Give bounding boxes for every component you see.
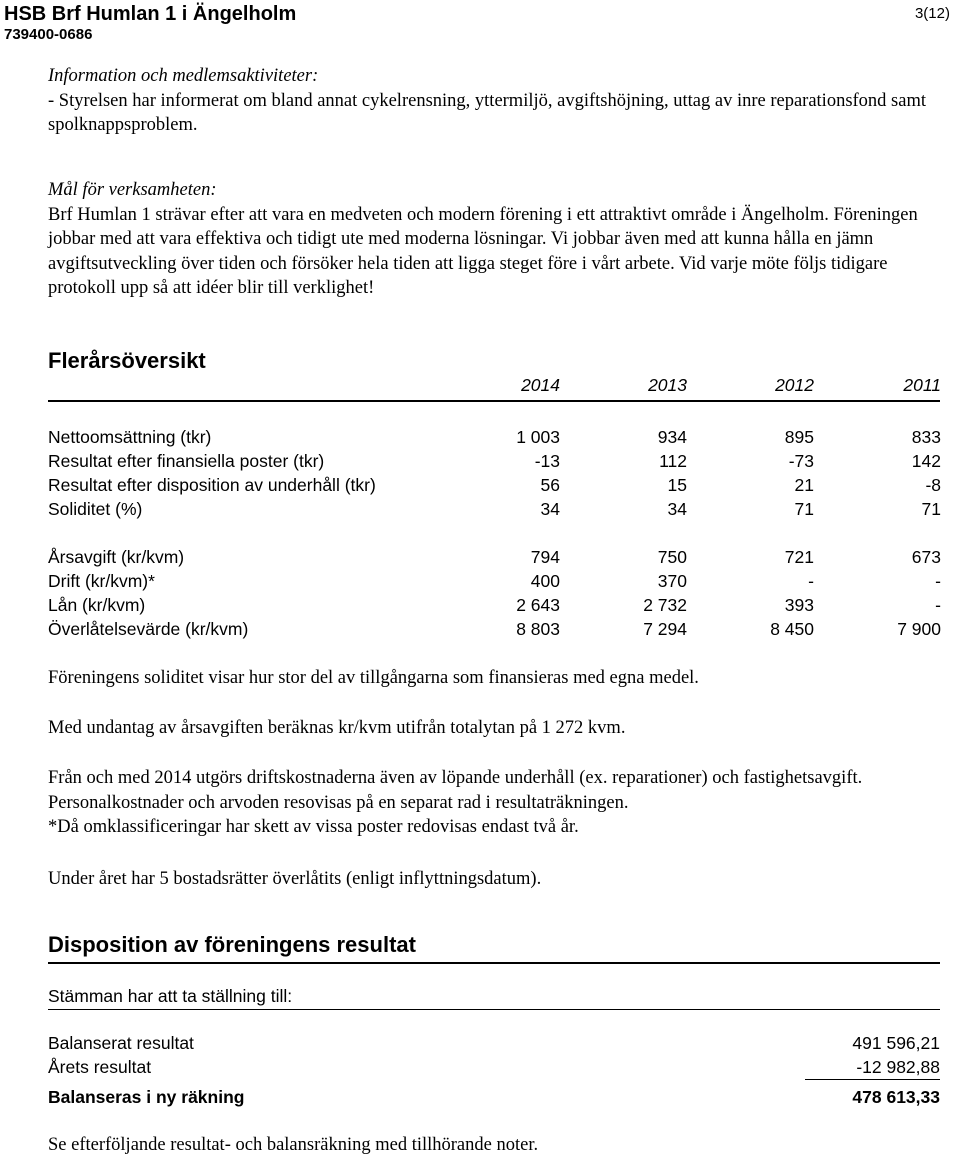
note-transfers: Under året har 5 bostadsrätter överlåtits (enligt inflyttningsdatum). <box>48 869 542 889</box>
disposition-row-label: Årets resultat <box>48 1057 152 1077</box>
table-cell: 7 900 <box>897 619 941 639</box>
note-reclass: *Då omklassificeringar har skett av vissa poster redovisas endast två år. <box>48 817 579 837</box>
table-cell: 400 <box>530 571 560 591</box>
disposition-footer: Se efterföljande resultat- och balansräkning med tillhörande noter. <box>48 1135 539 1155</box>
disposition-row-amount: 491 596,21 <box>852 1033 940 1053</box>
goals-heading: Mål för verksamheten: <box>48 180 217 200</box>
table-row-label: Drift (kr/kvm)* <box>48 571 155 591</box>
info-text: - Styrelsen har informerat om bland annat cykelrensning, yttermiljö, avgiftshöjning, uttag av inre reparationsfond samt spolknappsproblem. <box>48 90 927 135</box>
year-header: 2014 <box>521 375 560 395</box>
info-section <box>48 64 948 138</box>
year-header: 2013 <box>648 375 687 395</box>
overview-title: Flerårsöversikt <box>48 348 206 373</box>
table-cell: 750 <box>657 547 687 567</box>
table-row-label: Årsavgift (kr/kvm) <box>48 547 185 567</box>
table-cell: 34 <box>540 499 560 519</box>
disposition-row-amount: -12 982,88 <box>856 1057 940 1077</box>
table-cell: -13 <box>534 451 560 471</box>
table-cell: 8 450 <box>770 619 814 639</box>
page-number: 3(12) <box>914 5 950 22</box>
table-cell: 7 294 <box>643 619 687 639</box>
table-cell: 934 <box>657 427 687 447</box>
table-cell: 721 <box>784 547 814 567</box>
page-header <box>0 0 960 50</box>
table-cell: 2 732 <box>643 595 687 615</box>
organization-name: HSB Brf Humlan 1 i Ängelholm <box>4 3 297 25</box>
table-row-label: Resultat efter finansiella poster (tkr) <box>48 451 325 471</box>
table-cell: 112 <box>659 451 687 471</box>
table-cell: 8 803 <box>516 619 560 639</box>
table-cell: 56 <box>540 475 560 495</box>
table-header-rule <box>48 400 940 402</box>
goals-text: Brf Humlan 1 strävar efter att vara en medveten och modern förening i ett attraktivt område i Ängelholm. Föreningen jobbar med att vara effektiva och tidigt ute med moderna lösningar. Vi jobbar även med att kunna hålla en jämn avgiftsutveckling över tiden och försöker hela tiden att ligga steget före i vårt arbete. Vid varje möte följs tidigare protokoll upp så att idéer blir till verklighet! <box>48 204 918 298</box>
table-cell: 34 <box>667 499 687 519</box>
table-row-label: Resultat efter disposition av underhåll (tkr) <box>48 475 376 495</box>
year-header: 2012 <box>775 375 814 395</box>
table-cell: -8 <box>925 475 941 495</box>
table-cell: 1 003 <box>516 427 560 447</box>
table-cell: 142 <box>911 451 941 471</box>
table-cell: 673 <box>911 547 941 567</box>
table-cell: - <box>935 595 941 615</box>
table-cell: 393 <box>784 595 814 615</box>
table-cell: 71 <box>794 499 814 519</box>
table-row-label: Soliditet (%) <box>48 499 143 519</box>
goals-section <box>48 178 948 301</box>
disposition-row-label: Balanserat resultat <box>48 1033 194 1053</box>
disposition-title: Disposition av föreningens resultat <box>48 932 416 957</box>
table-cell: 895 <box>784 427 814 447</box>
disposition-total-amount: 478 613,33 <box>852 1087 940 1107</box>
note-drift: Från och med 2014 utgörs driftskostnaderna även av löpande underhåll (ex. reparationer) och fastighetsavgift. Personalkostnader och arvoden resovisas på en separat rad i resultaträkningen. <box>48 768 863 813</box>
table-cell: 370 <box>657 571 687 591</box>
info-heading: Information och medlemsaktiviteter: <box>48 66 319 86</box>
disposition-total-label: Balanseras i ny räkning <box>48 1087 245 1107</box>
table-row-label: Nettoomsättning (tkr) <box>48 427 212 447</box>
note-soliditet: Föreningens soliditet visar hur stor del av tillgångarna som finansieras med egna medel. <box>48 668 699 688</box>
table-cell: 833 <box>911 427 941 447</box>
table-cell: 794 <box>530 547 560 567</box>
table-cell: 2 643 <box>516 595 560 615</box>
table-cell: 21 <box>794 475 814 495</box>
organization-number: 739400-0686 <box>4 26 93 43</box>
table-row-label: Överlåtelsevärde (kr/kvm) <box>48 619 249 639</box>
note-area: Med undantag av årsavgiften beräknas kr/kvm utifrån totalytan på 1 272 kvm. <box>48 718 626 738</box>
table-cell: 71 <box>921 499 941 519</box>
disposition-rule <box>48 962 940 964</box>
sum-rule <box>805 1079 940 1080</box>
table-row-label: Lån (kr/kvm) <box>48 595 146 615</box>
disposition-intro: Stämman har att ta ställning till: <box>48 986 293 1006</box>
disposition-intro-rule <box>48 1009 940 1010</box>
table-cell: - <box>935 571 941 591</box>
table-cell: - <box>808 571 814 591</box>
table-cell: 15 <box>667 475 687 495</box>
table-cell: -73 <box>788 451 814 471</box>
year-header: 2011 <box>903 375 941 395</box>
